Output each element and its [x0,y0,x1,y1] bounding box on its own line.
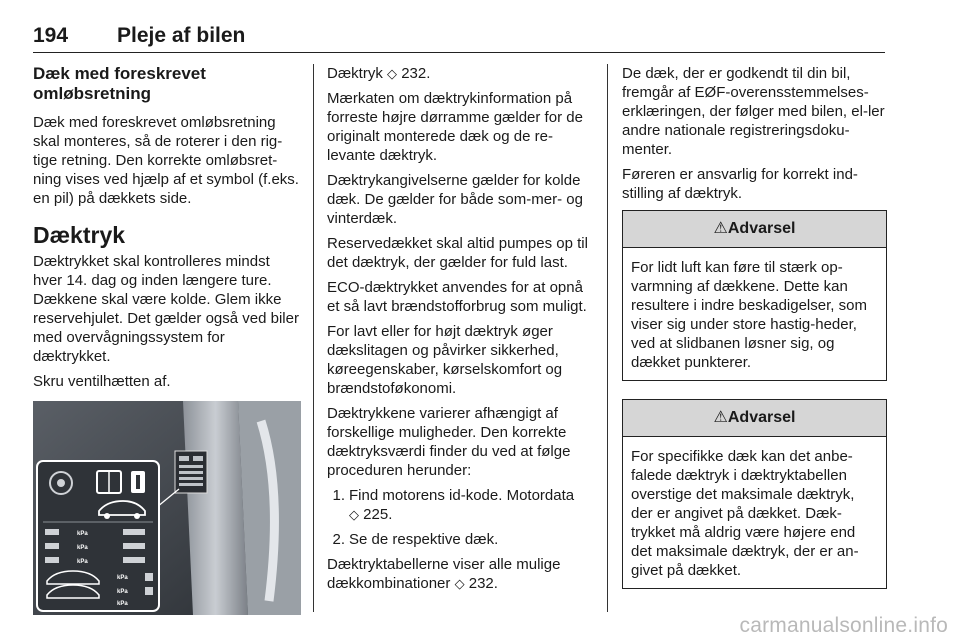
warning-title: ⚠Advarsel [623,211,886,248]
chapter-title: Pleje af bilen [117,24,246,47]
warning-body [623,437,886,588]
label-unit: kPa [117,589,128,595]
column-middle [327,64,592,599]
paragraph: De dæk, der er godkendt til din bil, fremgår af EØF-overensstemmelses-erklæringen, der følger med bilen, el-ler andre nationale registreringsdoku-menter. [622,65,885,158]
paragraph: Dæktrykkene varierer afhængigt af forskellige muligheder. Den korrekte dæktryksværdi finder du ved at følge proceduren herunder: [327,405,571,479]
list-number: 2. [332,531,345,548]
column-divider [313,64,314,612]
label-unit: kPa [117,601,128,607]
warning-box [622,210,887,381]
page-reference: 225. [363,506,393,523]
subsection-heading: Dæk med foreskrevet omløbsretning [33,64,206,103]
watermark: carmanualsonline.info [739,614,948,637]
list-number: 1. [332,487,345,504]
paragraph: ECO-dæktrykket anvendes for at opnå et så lavt brændstofforbrug som muligt. [327,279,587,315]
warning-box [622,399,887,589]
list-item: 2. Se de respektive dæk. [327,530,592,549]
procedure-list [327,486,592,549]
page-reference: 232. [468,575,498,592]
door-frame-illustration [33,401,301,615]
paragraph: Skru ventilhætten af. [33,373,171,390]
label-unit: kPa [77,531,88,537]
paragraph: Dæktryktabellerne viser alle mulige dækkombinationer ◇ 232. [327,556,561,592]
label-unit: kPa [77,559,88,565]
page-reference-icon: ◇ [454,576,465,591]
label-unit: kPa [77,545,88,551]
column-left [33,64,301,615]
paragraph: Mærkaten om dæktrykinformation på forreste højre dørramme gælder for de originalt monterede dæk og de re-levante dæktryk. [327,90,583,164]
warning-icon: ⚠ [713,220,728,237]
page-header [33,18,885,53]
list-item: 1. Find motorens id-kode. Motordata ◇ 225. [327,486,592,524]
paragraph: Reservedækket skal altid pumpes op til det dæktryk, der gælder for fuld last. [327,235,588,271]
page-reference: 232. [401,65,431,82]
tire-pressure-label-photo [33,401,301,615]
warning-text: For lidt luft kan føre til stærk op-varmning af dækkene. Dette kan resultere i indre beskadigelser, som viser sig under store hastig-heder, ved at slidbanen løsner sig, og dækket punkterer. [631,259,867,371]
warning-text: For specifikke dæk kan det anbe-falede dæktryk i dæktryktabellen overstige det maksimale dæktryk, der er angivet på dækket. Dæk-trykket må aldrig være højere end det maksimale dæktryk, der er an-givet på dækket. [631,448,859,579]
column-divider [607,64,608,612]
paragraph: Dæktryk ◇ 232. [327,65,431,82]
paragraph: Dæktrykket skal kontrolleres mindst hver 14. dag og inden længere ture. Dækkene skal være kolde. Glem ikke reservehjulet. Det gælder også ved biler med overvågningssystem for dæktrykket. [33,253,299,365]
label-unit: kPa [117,575,128,581]
warning-icon: ⚠ [713,409,728,426]
warning-title: ⚠Advarsel [623,400,886,437]
page-number: 194 [33,24,69,47]
paragraph: Dæk med foreskrevet omløbsretning skal monteres, så de roterer i den rig-tige retning. Den korrekte omløbsret-ning vises ved hjælp af et symbol (f.eks. en pil) på dækkets side. [33,114,299,207]
page-reference-icon: ◇ [387,66,398,81]
warning-body [623,248,886,380]
paragraph: For lavt eller for højt dæktryk øger dækslitagen og påvirker sikkerhed, køreegenskaber, kørselskomfort og brændstoføkonomi. [327,323,563,397]
paragraph: Føreren er ansvarlig for korrekt ind-stilling af dæktryk. [622,166,858,202]
page-reference-icon: ◇ [349,507,359,522]
column-right [622,64,887,607]
paragraph: Dæktrykangivelserne gælder for kolde dæk. De gælder for både som-mer- og vinterdæk. [327,172,583,227]
section-title: Dæktryk [33,222,126,248]
